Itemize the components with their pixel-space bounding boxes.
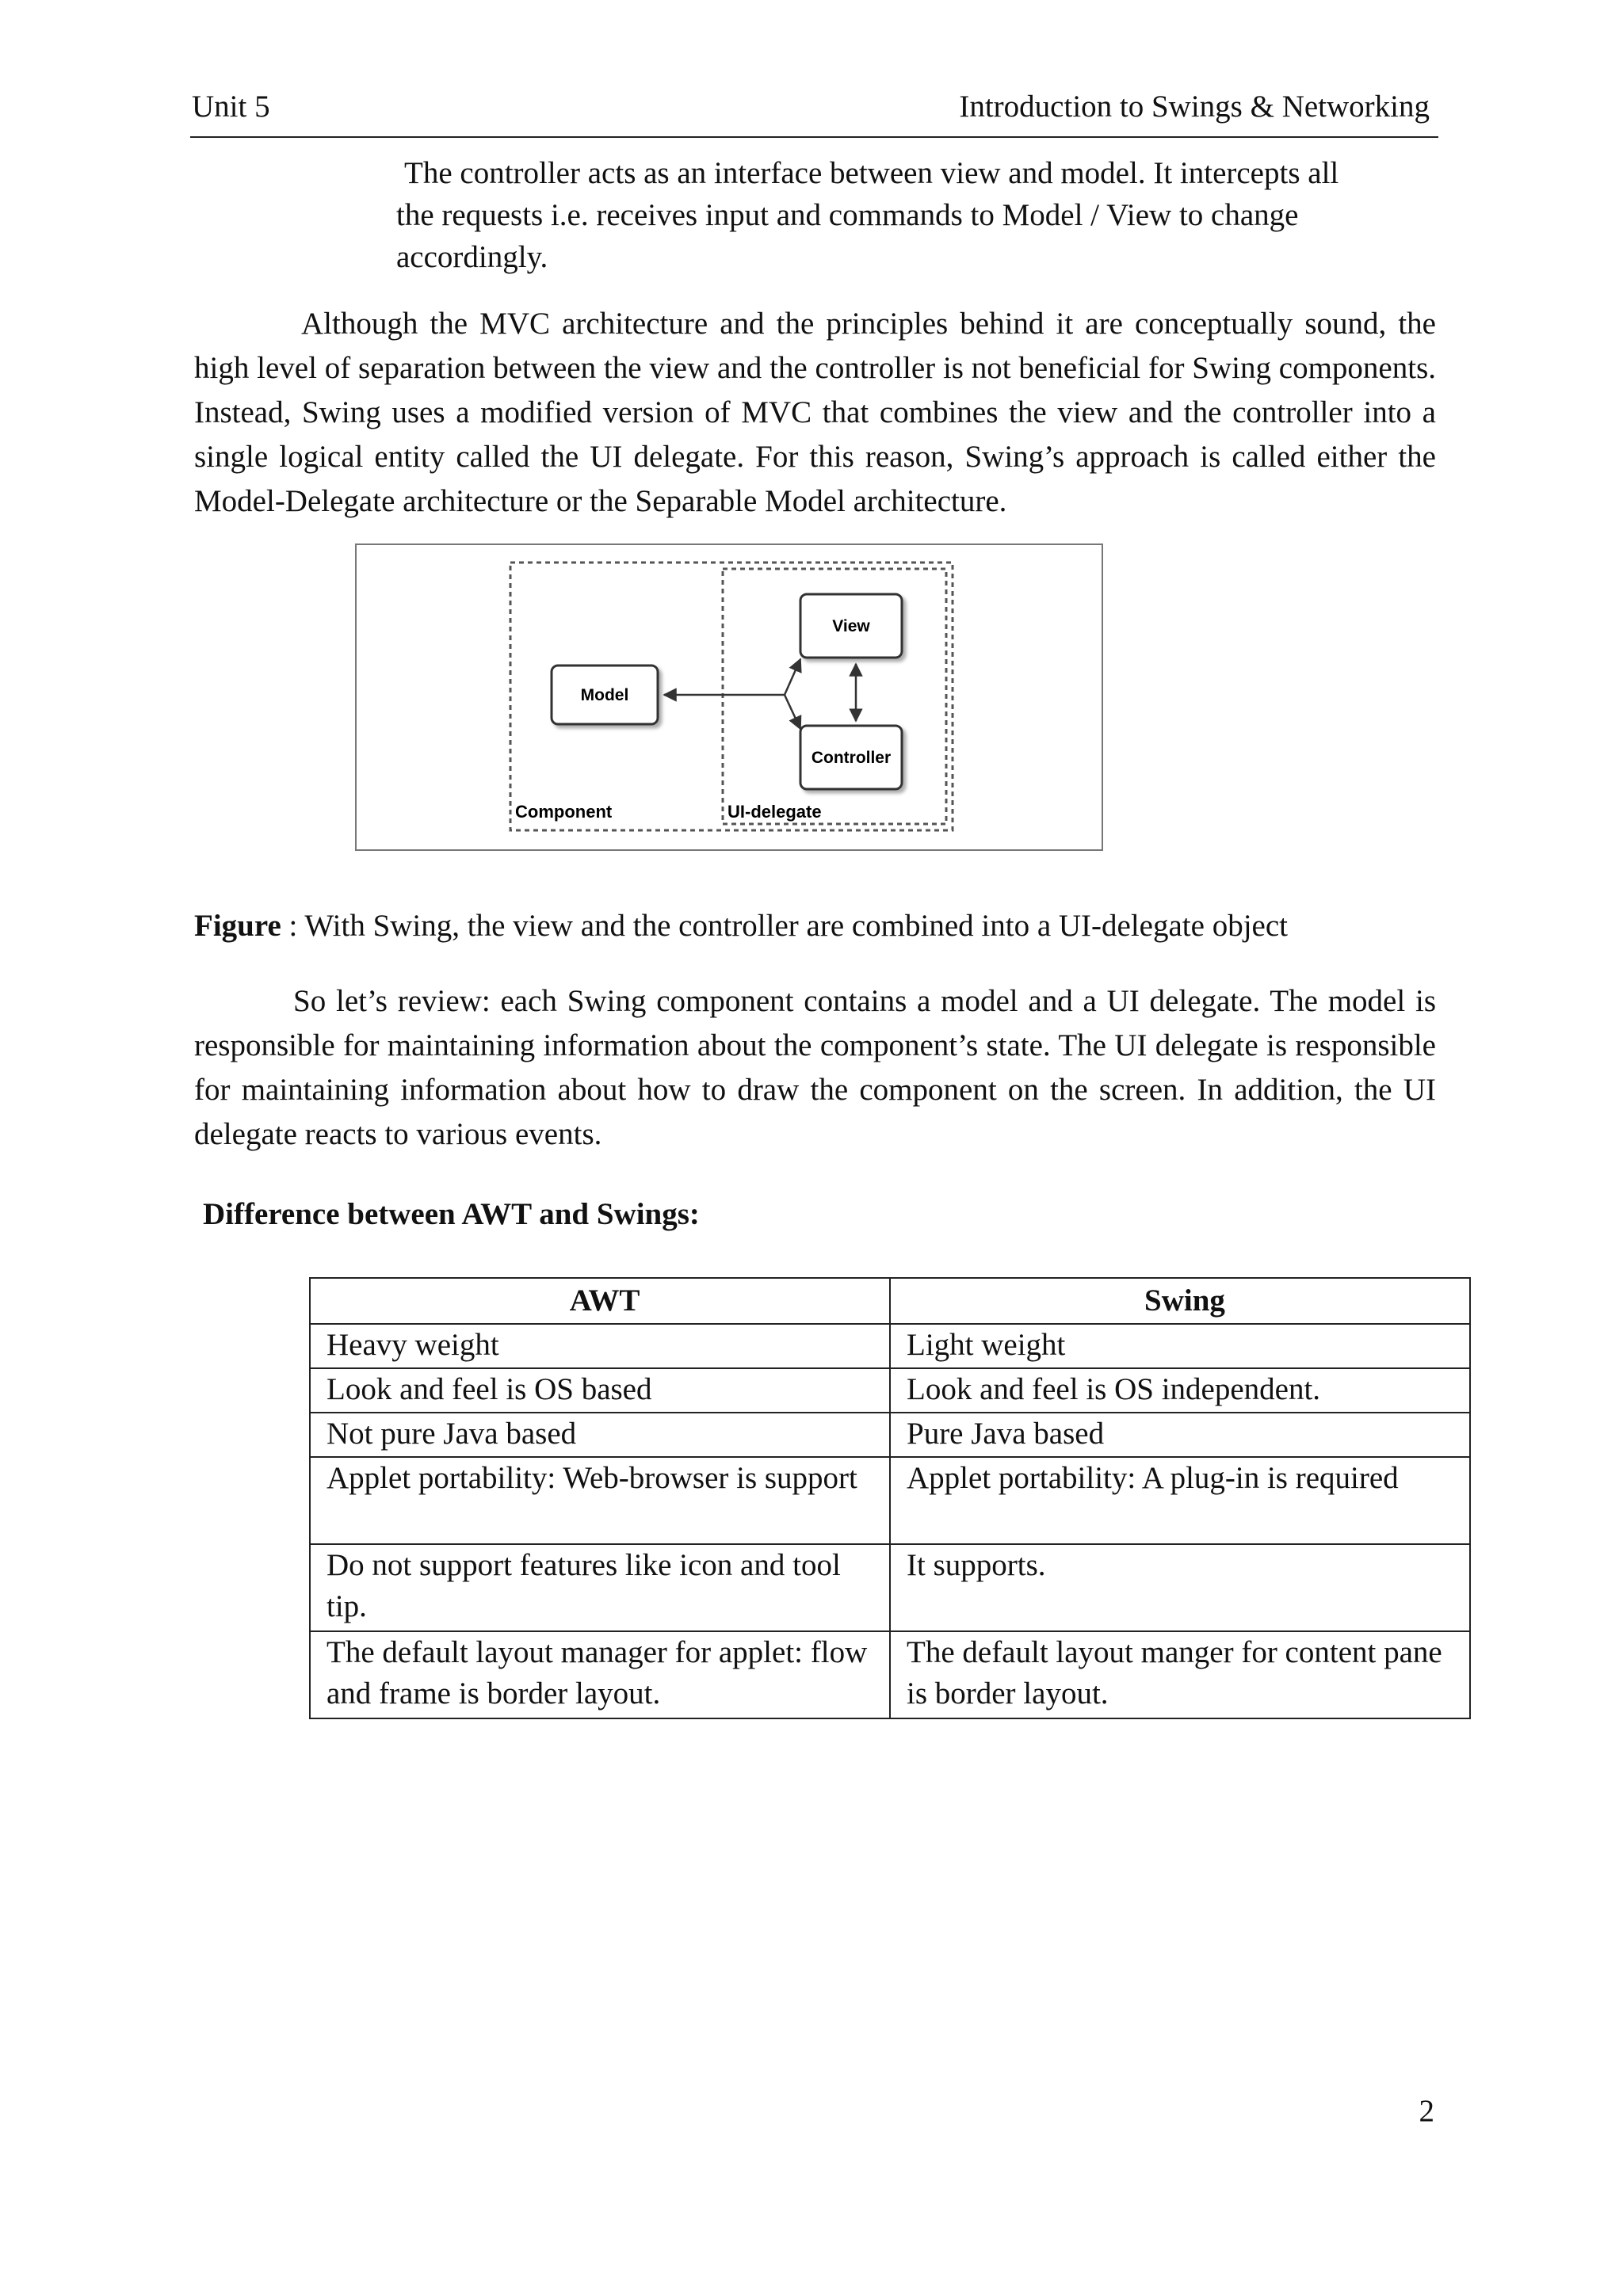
table-row [310,1413,1470,1457]
controller-paragraph [396,152,1426,278]
arrow-to-view [785,659,800,695]
component-label: Component [515,802,613,822]
view-label: View [832,617,870,635]
mvc-diagram [357,545,1102,849]
table-cell: The default layout manager for applet: flow and frame is border layout. [310,1631,890,1718]
review-paragraph-text: So let’s review: each Swing component contains a model and a UI delegate. The model is responsible for maintaining information about the component’s state. The UI delegate is responsible for maintaining information about how to draw the component on the screen. In addition, the UI delegate reacts to various events. [194,984,1436,1151]
table-cell: Look and feel is OS based [310,1368,890,1413]
figure-frame [355,543,1103,851]
review-paragraph [194,979,1436,1157]
mvc-paragraph-text: Although the MVC architecture and the principles behind it are conceptually sound, the high level of separation between the view and the controller is not beneficial for Swing components. Instead, Swing uses a modified version of MVC that combines the view and the controller into a single logical entity called the UI delegate. For this reason, Swing’s approach is called either the Model-Delegate architecture or the Separable Model architecture. [194,307,1436,518]
comparison-table [309,1277,1471,1719]
table-row [310,1631,1470,1718]
table-cell: Applet portability: A plug-in is required [890,1457,1470,1544]
table-header-swing: Swing [890,1278,1470,1324]
header-unit: Unit 5 [192,90,270,124]
page-number: 2 [1419,2094,1434,2128]
model-label: Model [580,686,629,704]
table-row [310,1544,1470,1631]
controller-line-3: accordingly. [396,240,548,274]
controller-line-1: The controller acts as an interface between view and model. It intercepts all [404,156,1339,190]
table-cell: Applet portability: Web-browser is support [310,1457,890,1544]
table-cell: It supports. [890,1544,1470,1631]
header-title: Introduction to Swings & Networking [959,90,1430,124]
arrow-to-controller [785,695,800,729]
table-cell: Do not support features like icon and tool tip. [310,1544,890,1631]
table-row [310,1368,1470,1413]
figure-caption [194,908,1288,944]
table-row [310,1324,1470,1368]
table-cell: The default layout manger for content pane is border layout. [890,1631,1470,1718]
table-cell: Heavy weight [310,1324,890,1368]
table-header-awt: AWT [310,1278,890,1324]
table-row [310,1457,1470,1544]
table-cell: Pure Java based [890,1413,1470,1457]
controller-line-2: the requests i.e. receives input and commands to Model / View to change [396,198,1299,232]
controller-label: Controller [811,749,892,767]
table-header-row [310,1278,1470,1324]
ui-delegate-label: UI-delegate [727,802,822,822]
caption-text: : With Swing, the view and the controller are combined into a UI-delegate object [281,909,1288,943]
table-cell: Look and feel is OS independent. [890,1368,1470,1413]
table-cell: Light weight [890,1324,1470,1368]
section-title: Difference between AWT and Swings: [203,1197,700,1231]
table-cell: Not pure Java based [310,1413,890,1457]
caption-bold: Figure [194,909,281,943]
mvc-paragraph [194,302,1436,524]
header-rule [190,136,1438,138]
